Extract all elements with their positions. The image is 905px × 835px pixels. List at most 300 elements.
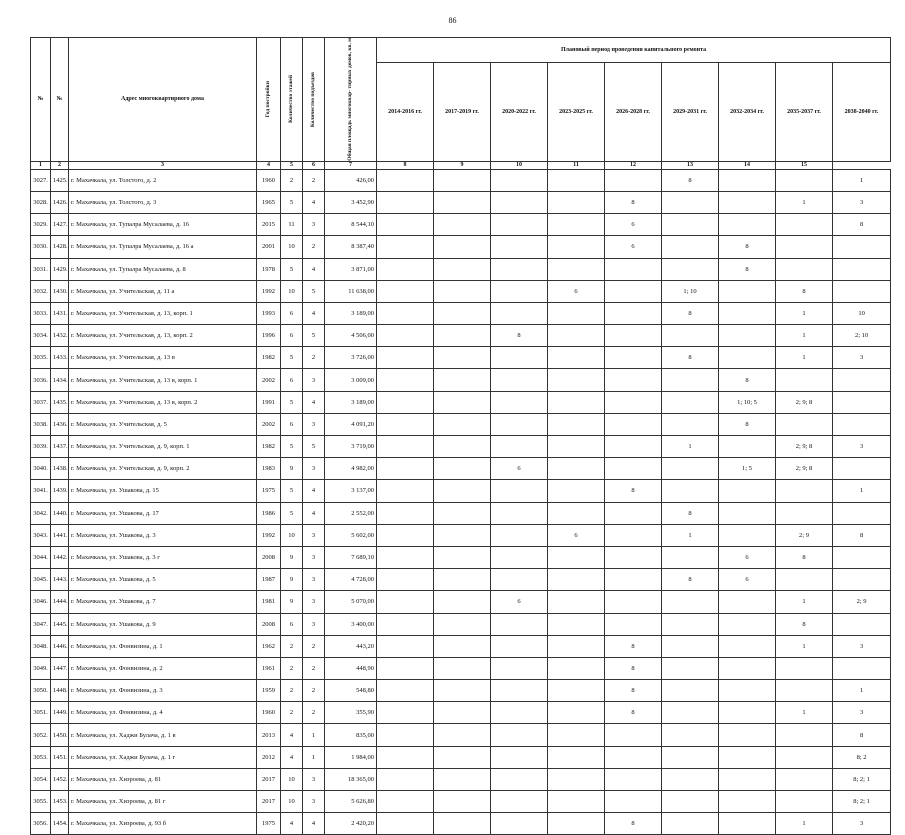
row-period-cell <box>662 546 719 568</box>
table-row <box>31 680 891 702</box>
row-area: 448,90 <box>325 657 377 679</box>
row-period-cell <box>434 524 491 546</box>
row-address: г. Махачкала, ул. Учительская, д. 5 <box>69 413 257 435</box>
row-entrances: 4 <box>303 480 325 502</box>
row-year: 2001 <box>257 236 281 258</box>
row-period-cell <box>491 413 548 435</box>
row-year: 1992 <box>257 280 281 302</box>
row-area: 2 552,00 <box>325 502 377 524</box>
row-period-cell <box>434 657 491 679</box>
row-period-cell <box>776 569 833 591</box>
row-period-cell: 10 <box>833 302 891 324</box>
row-period-cell <box>491 702 548 724</box>
row-number-total: 3045. <box>31 569 51 591</box>
row-period-cell <box>491 369 548 391</box>
row-entrances: 3 <box>303 768 325 790</box>
row-number-local: 1452. <box>51 768 69 790</box>
row-year: 1982 <box>257 347 281 369</box>
row-period-cell <box>833 369 891 391</box>
row-period-cell: 1 <box>662 436 719 458</box>
row-period-cell <box>491 546 548 568</box>
row-year: 1959 <box>257 680 281 702</box>
row-entrances: 5 <box>303 280 325 302</box>
row-year: 1960 <box>257 169 281 191</box>
row-entrances: 3 <box>303 613 325 635</box>
row-period-cell <box>377 746 434 768</box>
row-number-local: 1454. <box>51 813 69 835</box>
row-period-cell: 8 <box>719 258 776 280</box>
row-area: 1 984,00 <box>325 746 377 768</box>
row-period-cell <box>548 813 605 835</box>
row-period-cell <box>377 347 434 369</box>
row-period-cell: 1; 5 <box>719 458 776 480</box>
table-row <box>31 546 891 568</box>
row-number-local: 1449. <box>51 702 69 724</box>
row-year: 1975 <box>257 480 281 502</box>
row-address: г. Махачкала, ул. Тупалра Мусалаева, д. 16 <box>69 214 257 236</box>
row-period-cell <box>605 391 662 413</box>
row-period-cell <box>662 702 719 724</box>
row-floors: 10 <box>281 236 303 258</box>
row-period-cell <box>434 236 491 258</box>
row-period-cell <box>719 169 776 191</box>
table-body <box>31 169 891 835</box>
column-number: 10 <box>491 161 548 169</box>
row-entrances: 2 <box>303 680 325 702</box>
row-number-total: 3032. <box>31 280 51 302</box>
row-period-cell: 1; 10; 5 <box>719 391 776 413</box>
row-period-cell <box>719 480 776 502</box>
table-row <box>31 325 891 347</box>
row-period-cell <box>833 458 891 480</box>
row-period-cell <box>776 369 833 391</box>
row-number-local: 1438. <box>51 458 69 480</box>
table-row <box>31 746 891 768</box>
row-area: 3 009,00 <box>325 369 377 391</box>
row-floors: 10 <box>281 280 303 302</box>
row-period-cell <box>776 169 833 191</box>
row-period-cell <box>776 236 833 258</box>
row-address: г. Махачкала, ул. Учительская, д. 13, корп. 1 <box>69 302 257 324</box>
row-period-cell <box>377 702 434 724</box>
row-number-local: 1444. <box>51 591 69 613</box>
row-period-cell <box>719 657 776 679</box>
row-address: г. Махачкала, ул. Ушакова, д. 17 <box>69 502 257 524</box>
row-period-cell <box>605 302 662 324</box>
row-period-cell <box>377 791 434 813</box>
row-period-cell <box>548 635 605 657</box>
row-period-cell: 3 <box>833 635 891 657</box>
row-period-cell <box>833 546 891 568</box>
row-period-cell: 1 <box>776 302 833 324</box>
row-period-cell <box>377 169 434 191</box>
row-period-cell <box>377 325 434 347</box>
row-number-local: 1439. <box>51 480 69 502</box>
row-number-local: 1426. <box>51 191 69 213</box>
table-row <box>31 391 891 413</box>
row-period-cell <box>719 214 776 236</box>
row-area: 3 452,90 <box>325 191 377 213</box>
row-period-cell: 1; 10 <box>662 280 719 302</box>
row-year: 2017 <box>257 768 281 790</box>
row-area: 3 137,00 <box>325 480 377 502</box>
table-row <box>31 280 891 302</box>
row-period-cell: 8; 2 <box>833 746 891 768</box>
row-period-cell <box>377 768 434 790</box>
row-entrances: 3 <box>303 369 325 391</box>
row-period-cell <box>548 502 605 524</box>
row-area: 4 728,00 <box>325 569 377 591</box>
row-period-cell <box>434 413 491 435</box>
row-number-local: 1447. <box>51 657 69 679</box>
row-number-local: 1437. <box>51 436 69 458</box>
row-period-cell: 1 <box>776 635 833 657</box>
row-period-cell: 1 <box>776 591 833 613</box>
row-number-total: 3046. <box>31 591 51 613</box>
row-period-cell <box>605 524 662 546</box>
row-period-cell: 8 <box>719 369 776 391</box>
row-period-cell <box>548 569 605 591</box>
row-address: г. Махачкала, ул. Учительская, д. 11 а <box>69 280 257 302</box>
row-period-cell <box>491 502 548 524</box>
row-period-cell: 8 <box>662 502 719 524</box>
row-number-total: 3056. <box>31 813 51 835</box>
table-row <box>31 502 891 524</box>
row-period-cell: 6 <box>719 546 776 568</box>
row-period-cell <box>776 258 833 280</box>
row-period-cell <box>491 813 548 835</box>
row-period-cell: 8 <box>833 214 891 236</box>
row-period-cell <box>719 524 776 546</box>
row-period-cell: 3 <box>833 702 891 724</box>
row-area: 11 638,00 <box>325 280 377 302</box>
row-year: 1960 <box>257 702 281 724</box>
row-floors: 6 <box>281 325 303 347</box>
row-period-cell <box>776 214 833 236</box>
row-period-cell: 8; 2; 1 <box>833 768 891 790</box>
row-year: 1993 <box>257 302 281 324</box>
header-period: 2038-2040 гг. <box>833 63 891 162</box>
row-period-cell <box>605 369 662 391</box>
row-number-local: 1434. <box>51 369 69 391</box>
row-number-local: 1430. <box>51 280 69 302</box>
row-period-cell <box>548 680 605 702</box>
row-period-cell <box>491 791 548 813</box>
row-period-cell <box>491 768 548 790</box>
row-period-cell <box>491 524 548 546</box>
table-row <box>31 258 891 280</box>
row-period-cell <box>719 502 776 524</box>
row-period-cell <box>833 280 891 302</box>
header-address: Адрес многоквартирного дома <box>69 38 257 162</box>
column-number: 15 <box>776 161 833 169</box>
row-period-cell <box>434 635 491 657</box>
row-period-cell <box>719 746 776 768</box>
row-period-cell <box>434 458 491 480</box>
row-entrances: 5 <box>303 325 325 347</box>
row-floors: 2 <box>281 657 303 679</box>
row-period-cell <box>662 458 719 480</box>
row-number-local: 1436. <box>51 413 69 435</box>
row-number-total: 3044. <box>31 546 51 568</box>
header-year: Год постройки <box>257 38 281 162</box>
row-period-cell <box>491 169 548 191</box>
row-period-cell <box>548 169 605 191</box>
row-floors: 2 <box>281 702 303 724</box>
row-period-cell <box>377 191 434 213</box>
row-period-cell <box>662 413 719 435</box>
row-period-cell <box>434 369 491 391</box>
row-period-cell <box>377 458 434 480</box>
row-floors: 4 <box>281 746 303 768</box>
row-number-total: 3041. <box>31 480 51 502</box>
row-floors: 10 <box>281 768 303 790</box>
row-entrances: 4 <box>303 302 325 324</box>
row-period-cell <box>605 413 662 435</box>
row-area: 4 091,20 <box>325 413 377 435</box>
header-number-total: № <box>31 38 51 162</box>
row-area: 2 420,20 <box>325 813 377 835</box>
row-period-cell <box>548 347 605 369</box>
row-number-total: 3042. <box>31 502 51 524</box>
row-entrances: 4 <box>303 191 325 213</box>
table-row <box>31 635 891 657</box>
row-entrances: 1 <box>303 724 325 746</box>
row-floors: 4 <box>281 813 303 835</box>
column-number: 5 <box>281 161 303 169</box>
header-period-group: Плановый период проведения капитального ремонта <box>377 38 891 63</box>
row-address: г. Махачкала, ул. Учительская, д. 13 в, корп. 2 <box>69 391 257 413</box>
row-period-cell: 6 <box>719 569 776 591</box>
row-address: г. Махачкала, ул. Учительская, д. 9, корп. 2 <box>69 458 257 480</box>
capital-repair-table <box>30 37 891 835</box>
row-number-local: 1435. <box>51 391 69 413</box>
row-number-total: 3043. <box>31 524 51 546</box>
row-period-cell <box>719 724 776 746</box>
row-period-cell <box>548 413 605 435</box>
row-period-cell: 1 <box>776 325 833 347</box>
row-period-cell <box>719 325 776 347</box>
row-entrances: 2 <box>303 702 325 724</box>
header-row-top <box>31 38 891 63</box>
row-number-local: 1445. <box>51 613 69 635</box>
column-number: 13 <box>662 161 719 169</box>
row-period-cell <box>377 480 434 502</box>
row-year: 1975 <box>257 813 281 835</box>
row-number-total: 3034. <box>31 325 51 347</box>
row-number-total: 3040. <box>31 458 51 480</box>
row-year: 1962 <box>257 635 281 657</box>
row-period-cell: 1 <box>833 480 891 502</box>
row-period-cell <box>377 680 434 702</box>
row-number-total: 3030. <box>31 236 51 258</box>
row-entrances: 2 <box>303 657 325 679</box>
row-address: г. Махачкала, ул. Хизроева, д. 81 <box>69 768 257 790</box>
row-period-cell <box>377 724 434 746</box>
row-address: г. Махачкала, ул. Учительская, д. 13, корп. 2 <box>69 325 257 347</box>
row-period-cell <box>662 680 719 702</box>
row-period-cell: 3 <box>833 436 891 458</box>
row-period-cell <box>491 191 548 213</box>
row-period-cell <box>491 391 548 413</box>
row-period-cell <box>434 191 491 213</box>
row-period-cell: 3 <box>833 191 891 213</box>
row-entrances: 3 <box>303 569 325 591</box>
row-period-cell <box>377 391 434 413</box>
row-period-cell: 8 <box>605 480 662 502</box>
row-number-total: 3037. <box>31 391 51 413</box>
row-period-cell <box>662 191 719 213</box>
row-period-cell <box>491 280 548 302</box>
row-period-cell <box>662 236 719 258</box>
row-period-cell: 8 <box>833 724 891 746</box>
row-period-cell <box>605 347 662 369</box>
row-floors: 2 <box>281 635 303 657</box>
row-period-cell <box>662 791 719 813</box>
row-period-cell <box>605 458 662 480</box>
row-year: 1987 <box>257 569 281 591</box>
row-period-cell <box>776 480 833 502</box>
table-row <box>31 302 891 324</box>
row-period-cell <box>548 480 605 502</box>
row-period-cell <box>377 524 434 546</box>
row-period-cell: 8 <box>776 280 833 302</box>
table-row <box>31 813 891 835</box>
row-period-cell <box>491 347 548 369</box>
row-area: 7 689,10 <box>325 546 377 568</box>
row-entrances: 2 <box>303 236 325 258</box>
row-floors: 9 <box>281 546 303 568</box>
row-period-cell <box>605 325 662 347</box>
column-number: 9 <box>434 161 491 169</box>
row-floors: 5 <box>281 191 303 213</box>
row-period-cell: 8 <box>833 524 891 546</box>
row-area: 426,00 <box>325 169 377 191</box>
row-number-total: 3029. <box>31 214 51 236</box>
row-period-cell <box>491 436 548 458</box>
row-entrances: 3 <box>303 524 325 546</box>
row-period-cell: 8 <box>605 813 662 835</box>
row-period-cell: 1 <box>833 680 891 702</box>
row-address: г. Махачкала, ул. Хаджи Булача, д. 1 г <box>69 746 257 768</box>
row-period-cell: 6 <box>605 236 662 258</box>
row-year: 1983 <box>257 458 281 480</box>
row-period-cell: 1 <box>833 169 891 191</box>
table-row <box>31 369 891 391</box>
row-period-cell <box>434 791 491 813</box>
table-row <box>31 236 891 258</box>
row-period-cell <box>434 680 491 702</box>
row-period-cell: 1 <box>662 524 719 546</box>
row-period-cell <box>719 191 776 213</box>
row-period-cell <box>377 635 434 657</box>
row-period-cell <box>833 236 891 258</box>
table-row <box>31 613 891 635</box>
header-entrances: Количество подъездов <box>303 38 325 162</box>
row-period-cell <box>605 280 662 302</box>
header-period: 2020-2022 гг. <box>491 63 548 162</box>
row-period-cell <box>662 591 719 613</box>
row-entrances: 5 <box>303 436 325 458</box>
row-address: г. Махачкала, ул. Ушакова, д. 5 <box>69 569 257 591</box>
row-area: 5 070,00 <box>325 591 377 613</box>
row-period-cell <box>719 280 776 302</box>
row-period-cell <box>719 635 776 657</box>
column-number: 12 <box>605 161 662 169</box>
row-period-cell <box>434 702 491 724</box>
row-period-cell: 8 <box>605 657 662 679</box>
row-floors: 2 <box>281 680 303 702</box>
row-number-local: 1429. <box>51 258 69 280</box>
row-address: г. Махачкала, ул. Учительская, д. 13 в <box>69 347 257 369</box>
row-period-cell <box>719 702 776 724</box>
row-period-cell <box>377 813 434 835</box>
row-area: 3 189,00 <box>325 302 377 324</box>
row-entrances: 2 <box>303 635 325 657</box>
row-floors: 4 <box>281 724 303 746</box>
row-number-total: 3050. <box>31 680 51 702</box>
table-row <box>31 191 891 213</box>
row-period-cell <box>605 591 662 613</box>
row-period-cell <box>662 724 719 746</box>
row-period-cell <box>491 657 548 679</box>
row-period-cell <box>434 813 491 835</box>
column-number: 11 <box>548 161 605 169</box>
row-period-cell <box>662 813 719 835</box>
row-area: 3 400,00 <box>325 613 377 635</box>
row-period-cell <box>776 768 833 790</box>
row-period-cell <box>548 436 605 458</box>
row-entrances: 4 <box>303 391 325 413</box>
header-period: 2017-2019 гг. <box>434 63 491 162</box>
row-period-cell <box>605 613 662 635</box>
row-address: г. Махачкала, ул. Фонвизина, д. 4 <box>69 702 257 724</box>
row-period-cell <box>719 680 776 702</box>
row-period-cell <box>548 258 605 280</box>
row-period-cell <box>377 236 434 258</box>
row-number-total: 3039. <box>31 436 51 458</box>
row-year: 2008 <box>257 546 281 568</box>
row-period-cell <box>605 258 662 280</box>
row-area: 8 544,10 <box>325 214 377 236</box>
row-period-cell <box>434 347 491 369</box>
row-floors: 9 <box>281 569 303 591</box>
row-period-cell <box>491 480 548 502</box>
row-period-cell <box>719 302 776 324</box>
row-number-total: 3028. <box>31 191 51 213</box>
row-period-cell <box>491 724 548 746</box>
row-floors: 10 <box>281 524 303 546</box>
row-entrances: 2 <box>303 169 325 191</box>
row-year: 1992 <box>257 524 281 546</box>
row-period-cell <box>434 613 491 635</box>
row-period-cell <box>548 546 605 568</box>
row-period-cell: 2; 9 <box>776 524 833 546</box>
column-number-row <box>31 161 891 169</box>
row-address: г. Махачкала, ул. Ушакова, д. 3 г <box>69 546 257 568</box>
row-address: г. Махачкала, ул. Ушакова, д. 15 <box>69 480 257 502</box>
header-period: 2029-2031 гг. <box>662 63 719 162</box>
row-period-cell <box>548 458 605 480</box>
row-period-cell <box>605 746 662 768</box>
row-floors: 9 <box>281 458 303 480</box>
row-number-local: 1425. <box>51 169 69 191</box>
row-period-cell <box>434 569 491 591</box>
row-entrances: 2 <box>303 347 325 369</box>
column-number: 2 <box>51 161 69 169</box>
row-period-cell <box>776 680 833 702</box>
row-period-cell <box>434 724 491 746</box>
